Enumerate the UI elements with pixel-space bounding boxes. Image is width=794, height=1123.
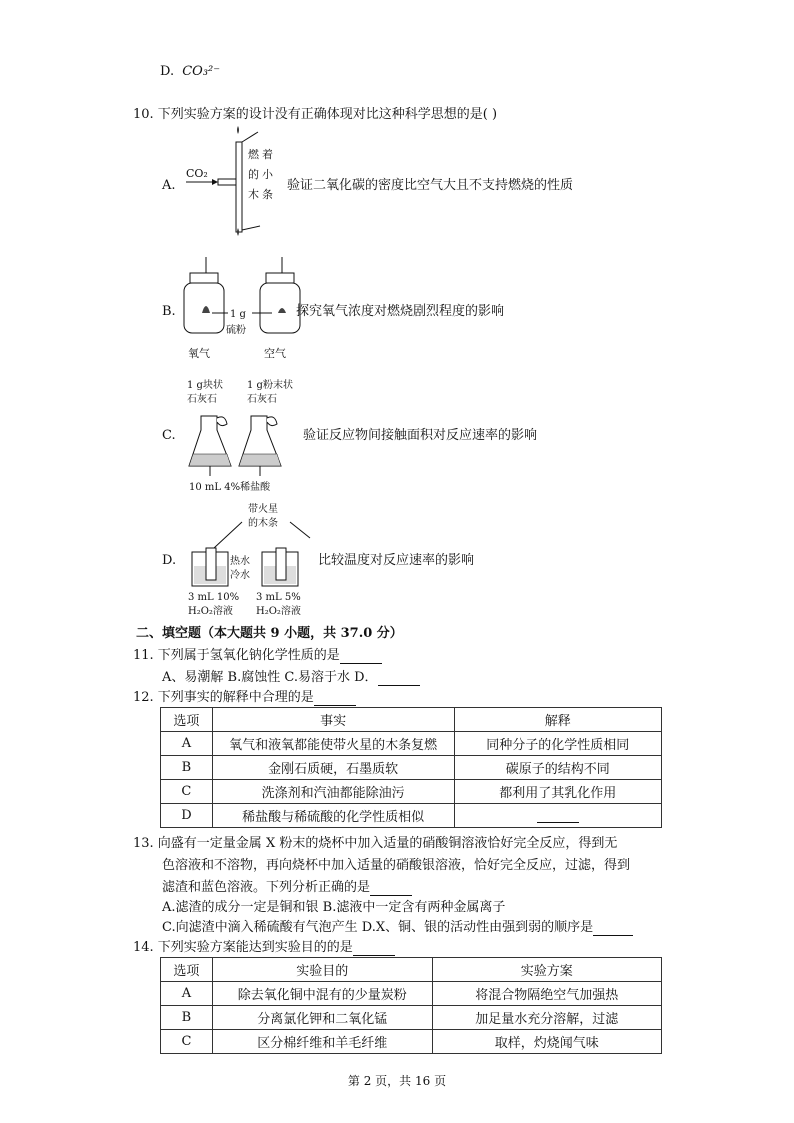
- svg-text:燃: 燃: [248, 148, 259, 161]
- section-heading: 二、填空题（本大题共 9 小题，共 37.0 分）: [136, 626, 403, 641]
- svg-text:带火星: 带火星: [248, 504, 278, 515]
- q13-options-cd: C.向滤渣中滴入稀硫酸有气泡产生 D.X、铜、银的活动性由强到弱的顺序是: [162, 920, 633, 936]
- svg-text:冷水: 冷水: [230, 570, 250, 581]
- q10-option-a-desc: 验证二氧化碳的密度比空气大且不支持燃烧的性质: [287, 178, 574, 193]
- q11-answer-blank[interactable]: [340, 650, 382, 664]
- q10-option-c-letter: C.: [162, 428, 176, 443]
- q12-explanation-blank[interactable]: [537, 809, 579, 823]
- q10-stem: 10. 下列实验方案的设计没有正确体现对比这种科学思想的是( ): [133, 107, 498, 122]
- q10-option-b-letter: B.: [162, 304, 176, 319]
- q11-option-d-blank[interactable]: [378, 672, 420, 686]
- co2-label: CO₂: [186, 167, 208, 180]
- jars-figure: [182, 257, 297, 365]
- beakers-figure: [186, 500, 316, 618]
- table-row: C 洗涤剂和汽油都能除油污 都利用了其乳化作用: [161, 780, 662, 804]
- table-row: B 金刚石质硬，石墨质软 碳原子的结构不同: [161, 756, 662, 780]
- table-row: A 除去氧化铜中混有的少量炭粉 将混合物隔绝空气加强热: [161, 982, 662, 1006]
- q13-line-3: 滤渣和蓝色溶液。下列分析正确的是: [162, 880, 412, 896]
- table-row: D 稀盐酸与稀硫酸的化学性质相似: [161, 804, 662, 828]
- q10-option-a-letter: A.: [162, 178, 176, 193]
- q13-answer-blank[interactable]: [370, 882, 412, 896]
- table-header-row: 选项 实验目的 实验方案: [161, 958, 662, 982]
- table-row: C 区分棉纤维和羊毛纤维 取样，灼烧闻气味: [161, 1030, 662, 1054]
- svg-text:H₂O₂溶液: H₂O₂溶液: [188, 606, 233, 617]
- q12-answer-blank[interactable]: [314, 692, 356, 706]
- q13-option-d-blank[interactable]: [593, 922, 633, 936]
- svg-text:1 g块状: 1 g块状: [187, 380, 223, 391]
- q9-option-d: D. CO₃²⁻: [160, 64, 221, 79]
- q10-option-d-letter: D.: [162, 553, 177, 568]
- q13-options-ab: A.滤渣的成分一定是铜和银 B.滤液中一定含有两种金属离子: [162, 900, 506, 915]
- svg-text:的木条: 的木条: [248, 518, 278, 529]
- q14-table: [160, 957, 662, 1054]
- svg-text:条: 条: [262, 188, 273, 201]
- table-row: B 分离氯化钾和二氧化锰 加足量水充分溶解，过滤: [161, 1006, 662, 1030]
- q14-answer-blank[interactable]: [353, 942, 395, 956]
- svg-text:热水: 热水: [230, 556, 250, 567]
- q13-line-1: 13. 向盛有一定量金属 X 粉末的烧杯中加入适量的硝酸铜溶液恰好完全反应，得到无: [133, 836, 618, 851]
- q11-options: A、易潮解 B.腐蚀性 C.易溶于水 D．: [162, 670, 420, 686]
- q11-stem: 11. 下列属于氢氧化钠化学性质的是: [133, 648, 382, 664]
- flasks-figure: [185, 378, 300, 496]
- svg-text:木: 木: [248, 188, 259, 201]
- svg-text:H₂O₂溶液: H₂O₂溶液: [256, 606, 301, 617]
- svg-text:3 mL 5%: 3 mL 5%: [256, 592, 301, 603]
- svg-text:小: 小: [262, 168, 273, 181]
- svg-text:石灰石: 石灰石: [247, 394, 277, 405]
- q10-option-b-desc: 探究氧气浓度对燃烧剧烈程度的影响: [296, 304, 505, 319]
- q14-stem: 14. 下列实验方案能达到实验目的的是: [133, 940, 395, 956]
- page-footer: 第 2 页，共 16 页: [347, 1074, 447, 1088]
- svg-text:空气: 空气: [264, 347, 286, 360]
- co2-tube-figure: [180, 130, 280, 245]
- svg-text:10 mL 4%稀盐酸: 10 mL 4%稀盐酸: [189, 482, 271, 493]
- q10-option-c-desc: 验证反应物间接触面积对反应速率的影响: [303, 428, 538, 443]
- svg-text:1 g粉末状: 1 g粉末状: [247, 380, 293, 391]
- q10-option-d-desc: 比较温度对反应速率的影响: [318, 553, 475, 568]
- table-row: A 氧气和液氧都能使带火星的木条复燃 同种分子的化学性质相同: [161, 732, 662, 756]
- svg-text:氧气: 氧气: [188, 347, 210, 360]
- q12-stem: 12. 下列事实的解释中合理的是: [133, 690, 356, 706]
- svg-text:石灰石: 石灰石: [187, 394, 217, 405]
- svg-text:硫粉: 硫粉: [226, 325, 246, 336]
- svg-text:的: 的: [248, 168, 259, 181]
- table-header-row: 选项 事实 解释: [161, 708, 662, 732]
- svg-text:1 g: 1 g: [230, 309, 246, 320]
- q13-line-2: 色溶液和不溶物，再向烧杯中加入适量的硝酸银溶液，恰好完全反应，过滤，得到: [162, 858, 631, 873]
- q12-table: [160, 707, 662, 828]
- carbonate-formula: CO₃²⁻: [182, 64, 221, 79]
- svg-text:着: 着: [262, 148, 273, 161]
- svg-text:3 mL 10%: 3 mL 10%: [188, 592, 240, 603]
